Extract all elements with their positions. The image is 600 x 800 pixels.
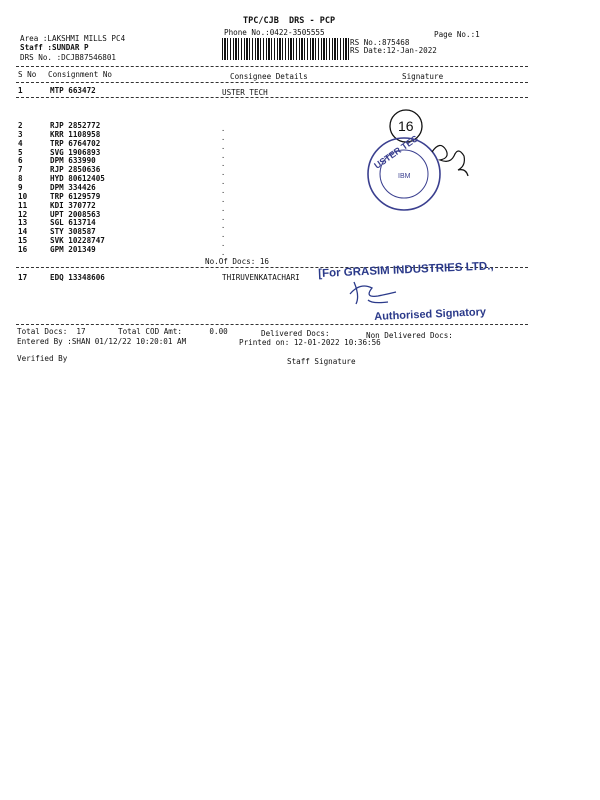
row-consignee: THIRUVENKATACHARI [222, 273, 300, 282]
row-dot: . [221, 222, 226, 231]
row-dot: . [221, 231, 226, 240]
page-number: Page No.:1 [434, 30, 480, 39]
row-dot: . [221, 195, 226, 204]
row-sno: 3 [18, 129, 23, 139]
entered-by: Entered By :SHAN 01/12/22 10:20:01 AM [17, 337, 187, 346]
phone-number: Phone No.:0422-3505555 [224, 28, 325, 37]
row-dot: . [221, 178, 226, 187]
row-consignment: SVK 10228747 [50, 236, 105, 246]
row-sno: 7 [18, 165, 23, 175]
staff-signature: Staff Signature [287, 357, 356, 366]
row-consignment: DPM 334426 [50, 182, 96, 192]
row-sno: 6 [18, 156, 23, 166]
row-consignment: UPT 2008563 [50, 209, 101, 219]
row-consignment: DPM 633990 [50, 156, 96, 166]
row-dot: . [221, 133, 226, 142]
circled-count: 16 [398, 118, 414, 134]
row-consignee: USTER TECH [222, 88, 268, 97]
row-consignment: TRP 6764702 [50, 138, 101, 148]
row-consignment: RJP 2850636 [50, 165, 101, 175]
row-dot: . [221, 248, 226, 257]
divider [16, 97, 528, 98]
drs-number: DRS No. :DCJB87546801 [20, 53, 117, 62]
row-dot: . [221, 186, 226, 195]
row-sno: 12 [18, 209, 28, 219]
row-sno: 15 [18, 236, 28, 246]
row-dot: . [221, 125, 226, 133]
seal-text: USTER TEC [372, 133, 420, 171]
printed-on: Printed on: 12-01-2022 10:36:56 [239, 338, 381, 347]
barcode [222, 38, 350, 60]
staff-label: Staff :SUNDAR P [20, 43, 89, 52]
row-dot: . [221, 142, 226, 151]
verified-by: Verified By [17, 354, 68, 363]
total-docs: Total Docs: 17 [17, 327, 86, 336]
row-sno: 9 [18, 182, 23, 192]
area-label: Area :LAKSHMI MILLS PC4 [20, 34, 126, 43]
row-dot: . [221, 151, 226, 160]
rs-number: RS No.:875468 [350, 38, 410, 47]
row-dot: . [221, 240, 226, 249]
no-of-docs: No.Of Docs: 16 [205, 257, 270, 266]
row-dot: . [221, 204, 226, 213]
handwritten-signature [338, 268, 418, 308]
row-dot: . [221, 169, 226, 178]
total-cod: Total COD Amt: 0.00 [118, 327, 228, 336]
row-consignment: MTP 663472 [50, 86, 96, 95]
delivered-docs: Delivered Docs: [261, 329, 330, 338]
row-dot: . [221, 213, 226, 222]
col-sno: S No [18, 70, 37, 79]
row-sno: 14 [18, 227, 28, 237]
row-consignment: KDI 370772 [50, 200, 96, 210]
row-consignment: HYD 80612405 [50, 174, 105, 184]
row-consignment: KRR 1108958 [50, 129, 101, 139]
authorised-signatory: Authorised Signatory [374, 306, 487, 323]
document-title: TPC/CJB DRS - PCP [243, 16, 336, 26]
col-signature: Signature [402, 72, 444, 81]
divider [16, 324, 528, 325]
row-sno: 11 [18, 200, 28, 210]
row-sno: 1 [18, 86, 23, 95]
rs-date: RS Date:12-Jan-2022 [350, 46, 437, 55]
row-consignment: SVG 1906893 [50, 147, 101, 157]
row-sno: 4 [18, 138, 23, 148]
row-consignment: SGL 613714 [50, 218, 96, 228]
row-consignment: TRP 6129579 [50, 191, 101, 201]
row-dot: . [221, 160, 226, 169]
row-consignment: RJP 2852772 [50, 121, 101, 130]
row-consignment: EDQ 13348606 [50, 273, 105, 282]
row-sno: 10 [18, 191, 28, 201]
rubber-stamp [360, 100, 480, 220]
row-sno: 2 [18, 121, 23, 130]
row-sno: 13 [18, 218, 28, 228]
seal-inner-text: IBM [398, 173, 411, 180]
row-sno: 5 [18, 147, 23, 157]
non-delivered-docs: Non Delivered Docs: [366, 331, 453, 340]
divider [16, 66, 528, 67]
divider [16, 82, 528, 83]
company-stamp: [For GRASIM INDUSTRIES LTD., [318, 260, 494, 280]
col-consignment: Consignment No [48, 70, 113, 79]
row-sno: 16 [18, 244, 28, 254]
row-consignment: GPM 201349 [50, 244, 96, 254]
row-consignment: STY 308587 [50, 227, 96, 237]
row-sno: 8 [18, 174, 23, 184]
col-consignee: Consignee Details [230, 72, 308, 81]
row-sno: 17 [18, 273, 28, 282]
